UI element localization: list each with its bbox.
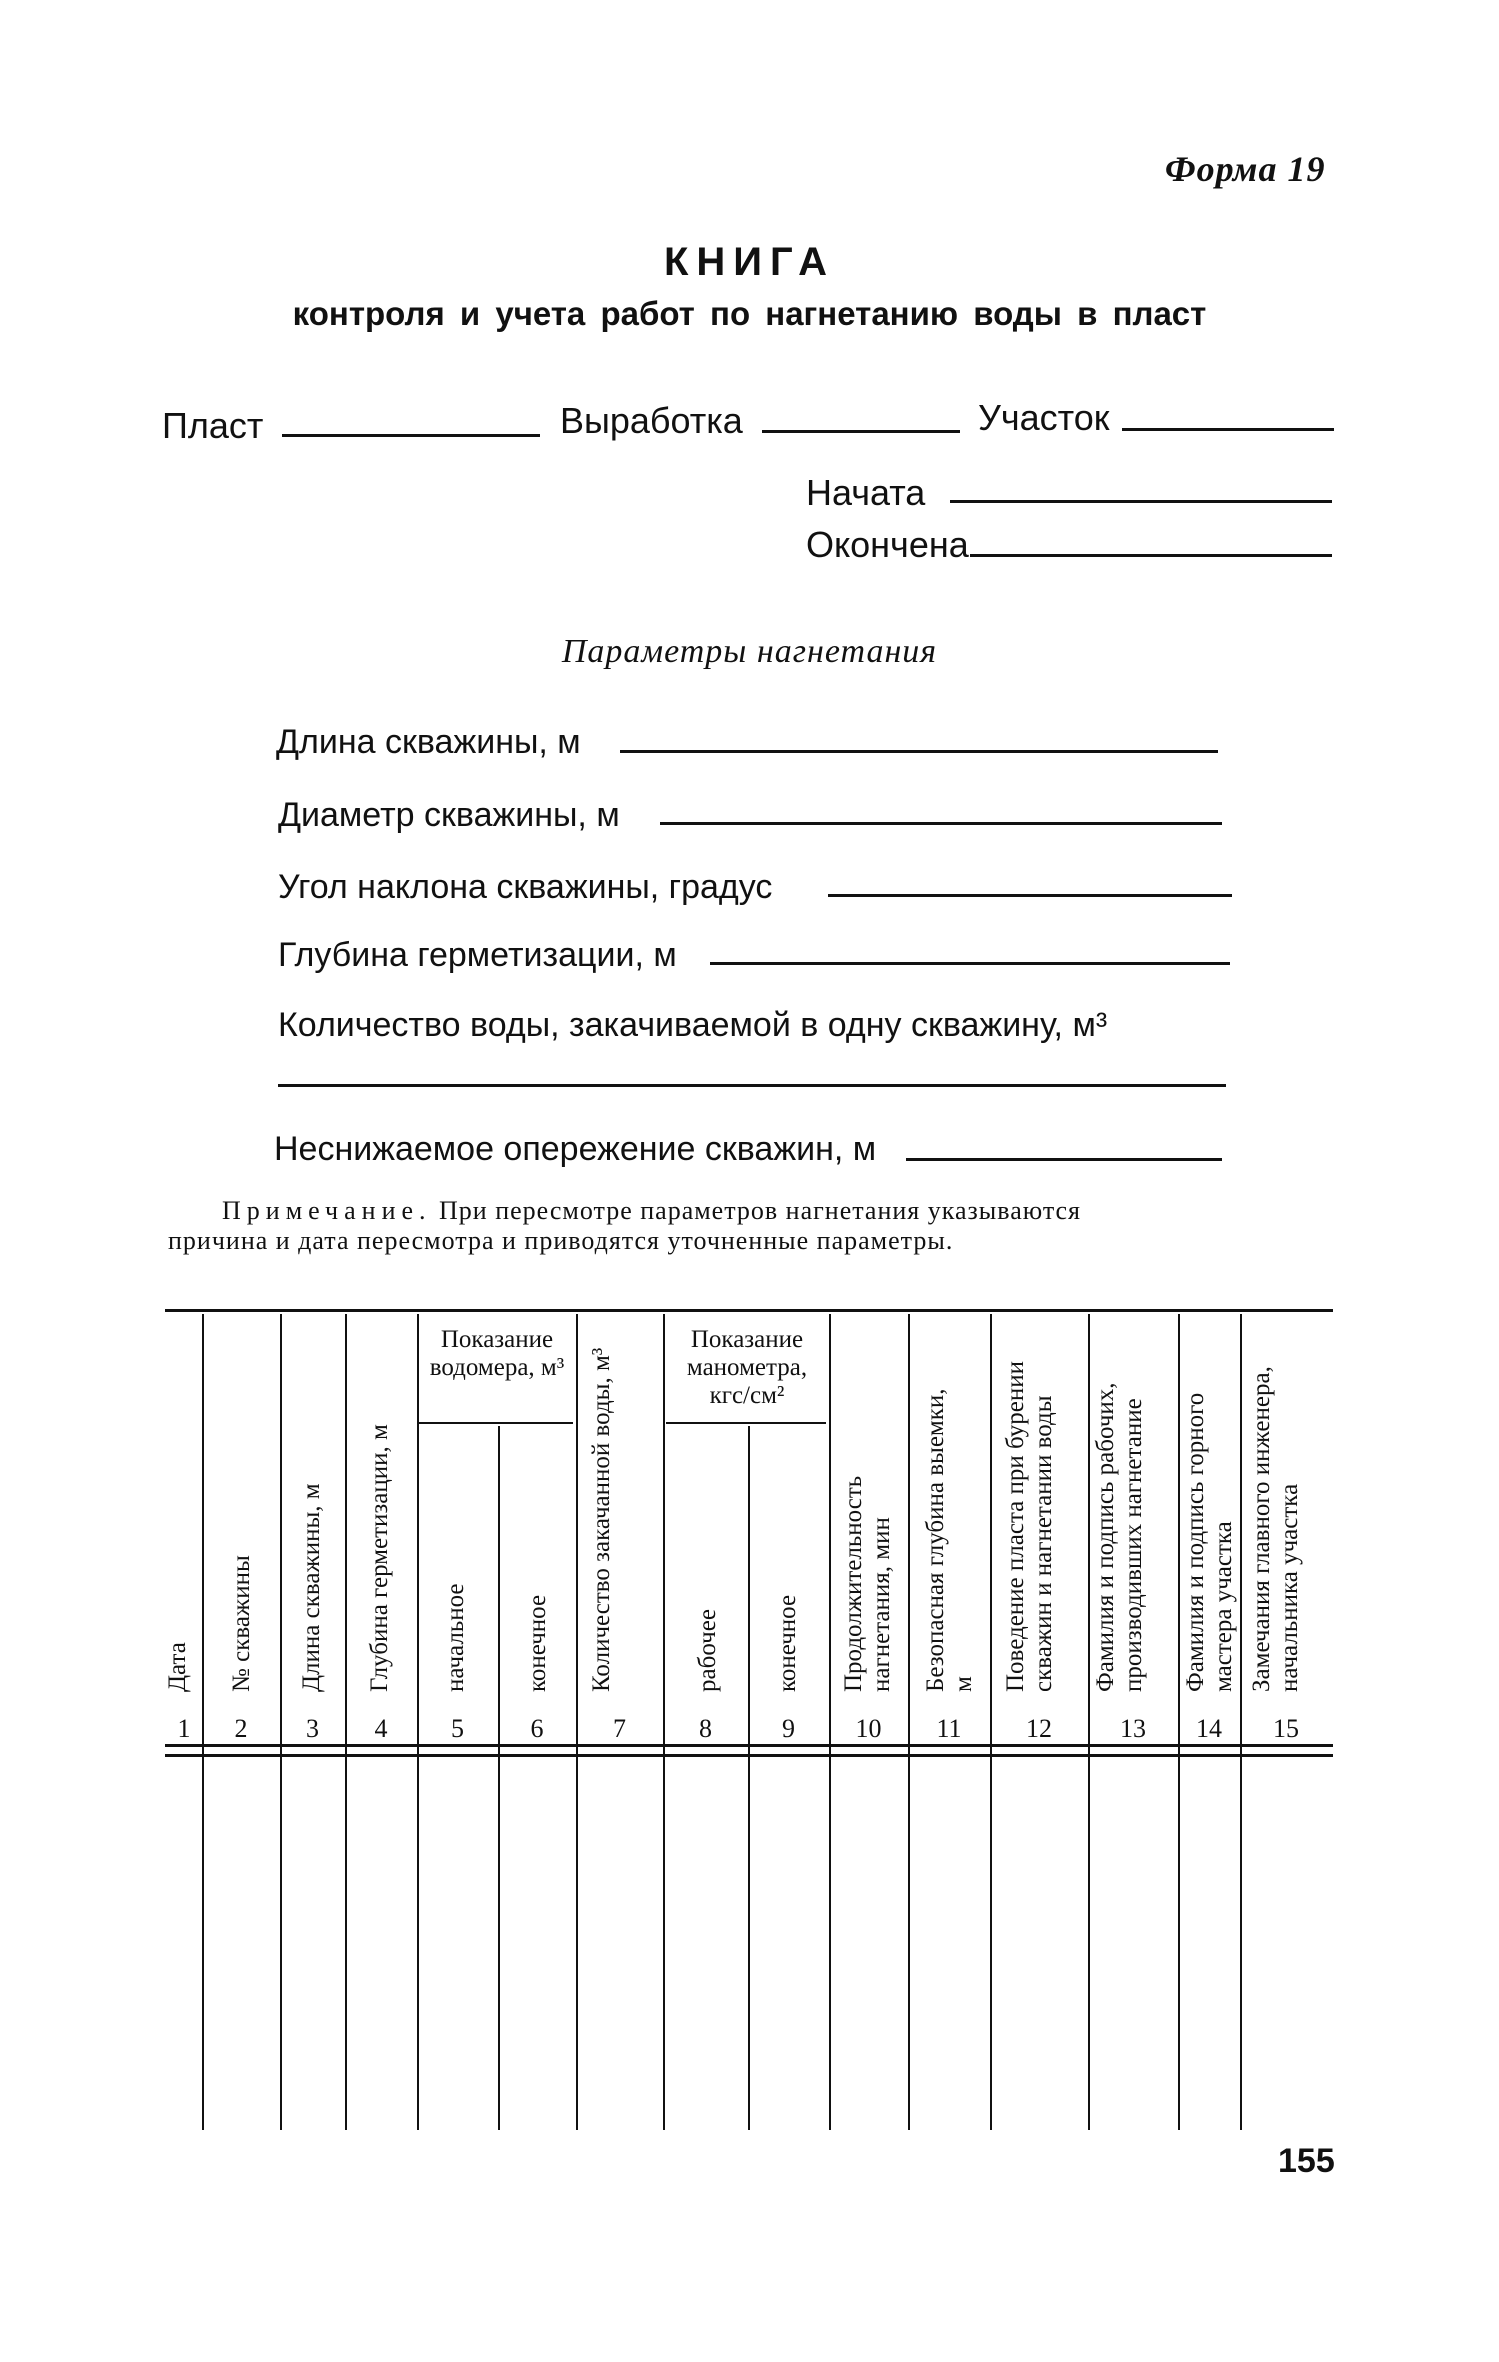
col-number: 9 [782, 1714, 795, 1743]
col-header-engineer-remarks: Замечания главного инженера, начальника участка [1248, 1366, 1303, 1692]
field-nachata-line[interactable] [950, 500, 1332, 503]
col-header-meter-final: конечное [524, 1594, 551, 1692]
col-header-mine-foreman: Фамилия и подпись горного мастера участка [1182, 1392, 1237, 1692]
param-length-line[interactable] [620, 750, 1218, 753]
param-depth-line[interactable] [710, 962, 1230, 965]
col-divider-8 [748, 1426, 750, 2130]
params-heading: Параметры нагнетания [561, 633, 938, 670]
note-text-2: причина и дата пересмотра и приводятся уточненные параметры. [168, 1226, 954, 1255]
field-vyrabotka-label: Выработка [560, 400, 743, 441]
col-number: 14 [1196, 1714, 1222, 1743]
field-plast-line[interactable] [282, 434, 540, 437]
field-uchastok-label: Участок [978, 397, 1110, 438]
field-nachata-label: Начата [806, 472, 926, 513]
col-header-seal-depth: Глубина герметизации, м [366, 1424, 393, 1692]
col-header-pressure-final: конечное [774, 1594, 801, 1692]
form-number: Форма 19 [1165, 149, 1326, 189]
field-vyrabotka-line[interactable] [762, 430, 960, 433]
col-number: 4 [374, 1714, 388, 1743]
col-header-seam-behavior: Поведение пласта при бурении скважин и нагнетании воды [1002, 1360, 1057, 1692]
param-angle-label: Угол наклона скважины, градус [278, 868, 773, 906]
col-number: 8 [699, 1714, 712, 1743]
param-angle-line[interactable] [828, 894, 1232, 897]
col-number: 15 [1273, 1714, 1299, 1743]
col-number: 10 [855, 1714, 882, 1743]
col-number: 13 [1120, 1714, 1146, 1743]
col-header-well-length: Длина скважины, м [298, 1483, 325, 1692]
param-water-label: Количество воды, закачиваемой в одну скважину, м³ [278, 1006, 1108, 1044]
group-manometer-divider [666, 1422, 826, 1424]
col-number: 2 [234, 1714, 248, 1743]
col-number: 12 [1026, 1714, 1052, 1743]
field-uchastok-line[interactable] [1122, 428, 1334, 431]
note-label: Примечание. [222, 1196, 432, 1225]
col-header-safe-depth: Безопасная глубина выемки, м [922, 1388, 977, 1692]
param-length-label: Длина скважины, м [276, 723, 581, 761]
document-subtitle: контроля и учета работ по нагнетанию воды в пласт [292, 295, 1207, 332]
col-header-meter-initial: начальное [442, 1583, 469, 1692]
document-title: КНИГА [663, 240, 836, 284]
page-number: 155 [1278, 2142, 1335, 2180]
field-okonchena-label: Окончена [806, 524, 969, 565]
col-header-duration: Продолжительность нагнетания, мин [840, 1475, 895, 1692]
col-header-date: Дата [164, 1642, 191, 1692]
group-header-manometer: Показание манометра, кгс/см² [686, 1326, 808, 1409]
note-text-1: При пересмотре параметров нагнетания указываются [439, 1196, 1082, 1225]
col-number: 5 [451, 1714, 464, 1743]
table-top-border [165, 1309, 1333, 1312]
field-okonchena-line[interactable] [970, 554, 1332, 557]
group-header-water-meter: Показание водомера, м³ [429, 1326, 565, 1381]
param-depth-label: Глубина герметизации, м [278, 936, 677, 974]
col-header-water-amount: Количество закачанной воды, м³ [588, 1347, 615, 1692]
note-line-1 [222, 1196, 1332, 1226]
col-header-workers: Фамилия и подпись рабочих, производивших нагнетание [1092, 1382, 1147, 1692]
param-advance-label: Неснижаемое опережение скважин, м [274, 1130, 877, 1168]
col-number: 3 [306, 1714, 319, 1743]
col-number: 7 [613, 1714, 626, 1743]
field-plast-label: Пласт [162, 405, 264, 446]
param-water-line[interactable] [278, 1084, 1226, 1087]
param-advance-line[interactable] [906, 1158, 1222, 1161]
col-divider-5 [498, 1426, 500, 2130]
col-header-well-no: № скважины [228, 1555, 255, 1692]
param-diameter-line[interactable] [660, 822, 1222, 825]
col-number: 6 [530, 1714, 544, 1743]
col-header-pressure-working: рабочее [694, 1609, 721, 1692]
col-number: 11 [936, 1714, 962, 1743]
col-number: 1 [177, 1714, 191, 1743]
group-water-meter-divider [417, 1422, 573, 1424]
param-diameter-label: Диаметр скважины, м [278, 796, 620, 834]
